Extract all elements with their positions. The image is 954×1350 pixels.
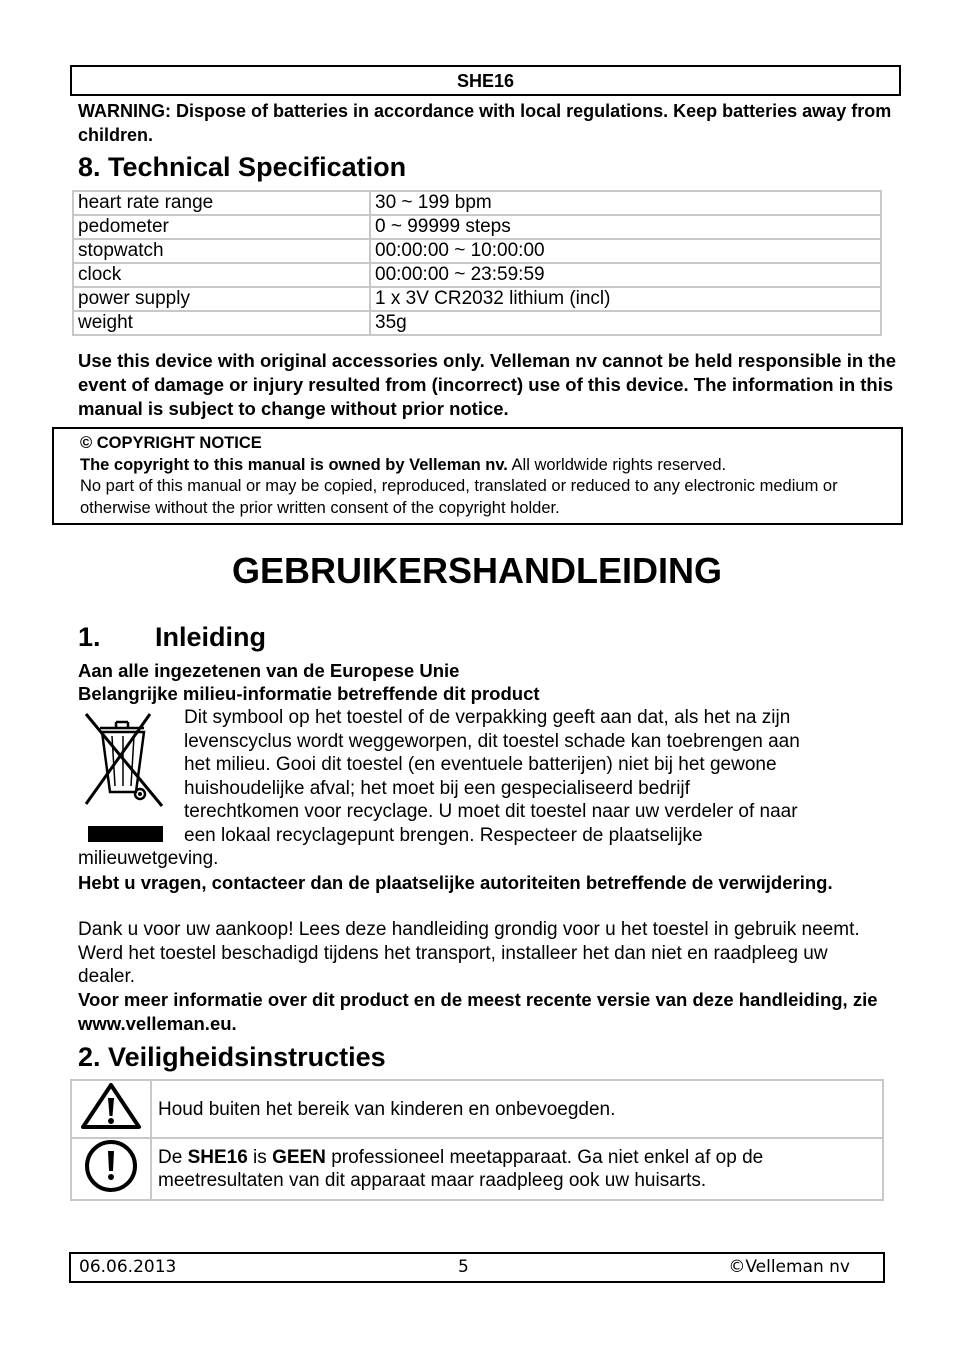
weee-line: levenscyclus wordt weggeworpen, dit toestel schade kan toebrengen aan xyxy=(184,730,800,752)
weee-line: een lokaal recyclagepunt brengen. Respecteer de plaatselijke xyxy=(184,824,703,846)
spec-row xyxy=(73,287,881,311)
weee-line: terechtkomen voor recyclage. U moet dit toestel naar uw verdeler of naar xyxy=(184,801,798,822)
spec-value: 35g xyxy=(370,311,881,335)
environment-info-heading: Belangrijke milieu-informatie betreffende dit product xyxy=(78,683,540,704)
copyright-owner: The copyright to this manual is owned by Velleman nv. xyxy=(80,455,508,474)
spec-row xyxy=(73,239,881,263)
weee-text xyxy=(184,706,884,847)
section2-number: 2. xyxy=(78,1042,101,1072)
section1-heading xyxy=(78,620,266,654)
spec-value: 1 x 3V CR2032 lithium (incl) xyxy=(370,287,881,311)
section1-number: 1. xyxy=(78,622,101,652)
section2-heading xyxy=(78,1040,386,1074)
safety-text-children: Houd buiten het bereik van kinderen en onbevoegden. xyxy=(151,1080,883,1138)
safety-text-medical xyxy=(151,1138,883,1200)
spec-row xyxy=(73,311,881,335)
copyright-notice xyxy=(52,427,903,525)
thanks-text: Dank u voor uw aankoop! Lees deze handleiding grondig voor u het toestel in gebruik neemt. Werd het toestel beschadigd tijdens het transport, installeer het dan niet en raadpleeg uw dealer. xyxy=(78,919,860,987)
safety-mid: is xyxy=(247,1147,273,1168)
safety-pre: De xyxy=(158,1147,188,1168)
spec-table xyxy=(72,190,882,336)
section2-title: Veiligheidsinstructies xyxy=(108,1042,386,1072)
spec-key: power supply xyxy=(73,287,370,311)
section1-title: Inleiding xyxy=(155,622,266,652)
copyright-title: © COPYRIGHT NOTICE xyxy=(80,434,262,452)
spec-key: weight xyxy=(73,311,370,335)
spec-key: stopwatch xyxy=(73,239,370,263)
weee-line: Dit symbool op het toestel of de verpakking geeft aan dat, als het na zijn xyxy=(184,707,791,728)
warning-triangle-icon xyxy=(71,1080,151,1138)
spec-row xyxy=(73,263,881,287)
safety-table xyxy=(70,1079,884,1201)
footer-page-number: 5 xyxy=(458,1257,469,1277)
footer-date: 06.06.2013 xyxy=(79,1257,177,1277)
copyright-line2: No part of this manual or may be copied, reproduced, translated or reduced to any electronic medium or otherwise without the prior written consent of the copyright holder. xyxy=(80,477,838,517)
battery-warning: WARNING: Dispose of batteries in accordance with local regulations. Keep batteries away from children. xyxy=(78,101,892,145)
spec-value: 00:00:00 ~ 10:00:00 xyxy=(370,239,881,263)
weee-bin-icon xyxy=(78,710,182,850)
safety-row xyxy=(71,1138,883,1200)
safety-geen: GEEN xyxy=(272,1147,326,1168)
main-title: GEBRUIKERSHANDLEIDING xyxy=(231,550,723,591)
spec-key: heart rate range xyxy=(73,191,370,215)
spec-value: 30 ~ 199 bpm xyxy=(370,191,881,215)
footer-copyright: ©Velleman nv xyxy=(728,1257,850,1277)
copyright-line1 xyxy=(80,455,901,477)
safety-row xyxy=(71,1080,883,1138)
eu-residents-heading: Aan alle ingezetenen van de Europese Unie xyxy=(78,660,460,681)
spec-row xyxy=(73,191,881,215)
page-header-model: SHE16 xyxy=(70,65,901,96)
safety-post: professioneel meetapparaat. Ga niet enkel af op de meetresultaten van dit apparaat maar raadpleeg ook uw huisarts. xyxy=(158,1147,764,1191)
spec-value: 0 ~ 99999 steps xyxy=(370,215,881,239)
page-footer xyxy=(69,1252,885,1283)
weee-line: huishoudelijke afval; het moet bij een gespecialiseerd bedrijf xyxy=(184,777,690,799)
spec-heading: 8. Technical Specification xyxy=(78,152,407,182)
spec-key: clock xyxy=(73,263,370,287)
usage-disclaimer: Use this device with original accessories only. Velleman nv cannot be held responsible in the event of damage or injury resulted from (incorrect) use of this device. The information in this manual is subject to change without prior notice. xyxy=(78,350,897,419)
weee-line: het milieu. Gooi dit toestel (en eventuele batterijen) niet bij het gewone xyxy=(184,754,777,775)
questions-note: Hebt u vragen, contacteer dan de plaatselijke autoriteiten betreffende de verwijdering. xyxy=(78,872,833,893)
spec-value: 00:00:00 ~ 23:59:59 xyxy=(370,263,881,287)
exclamation-circle-icon xyxy=(71,1138,151,1200)
spec-row xyxy=(73,215,881,239)
copyright-rights: All worldwide rights reserved. xyxy=(507,455,727,474)
more-info-note: Voor meer informatie over dit product en de meest recente versie van deze handleiding, zie www.velleman.eu. xyxy=(78,989,878,1034)
safety-model: SHE16 xyxy=(187,1147,248,1168)
spec-key: pedometer xyxy=(73,215,370,239)
weee-tail: milieuwetgeving. xyxy=(78,848,219,869)
